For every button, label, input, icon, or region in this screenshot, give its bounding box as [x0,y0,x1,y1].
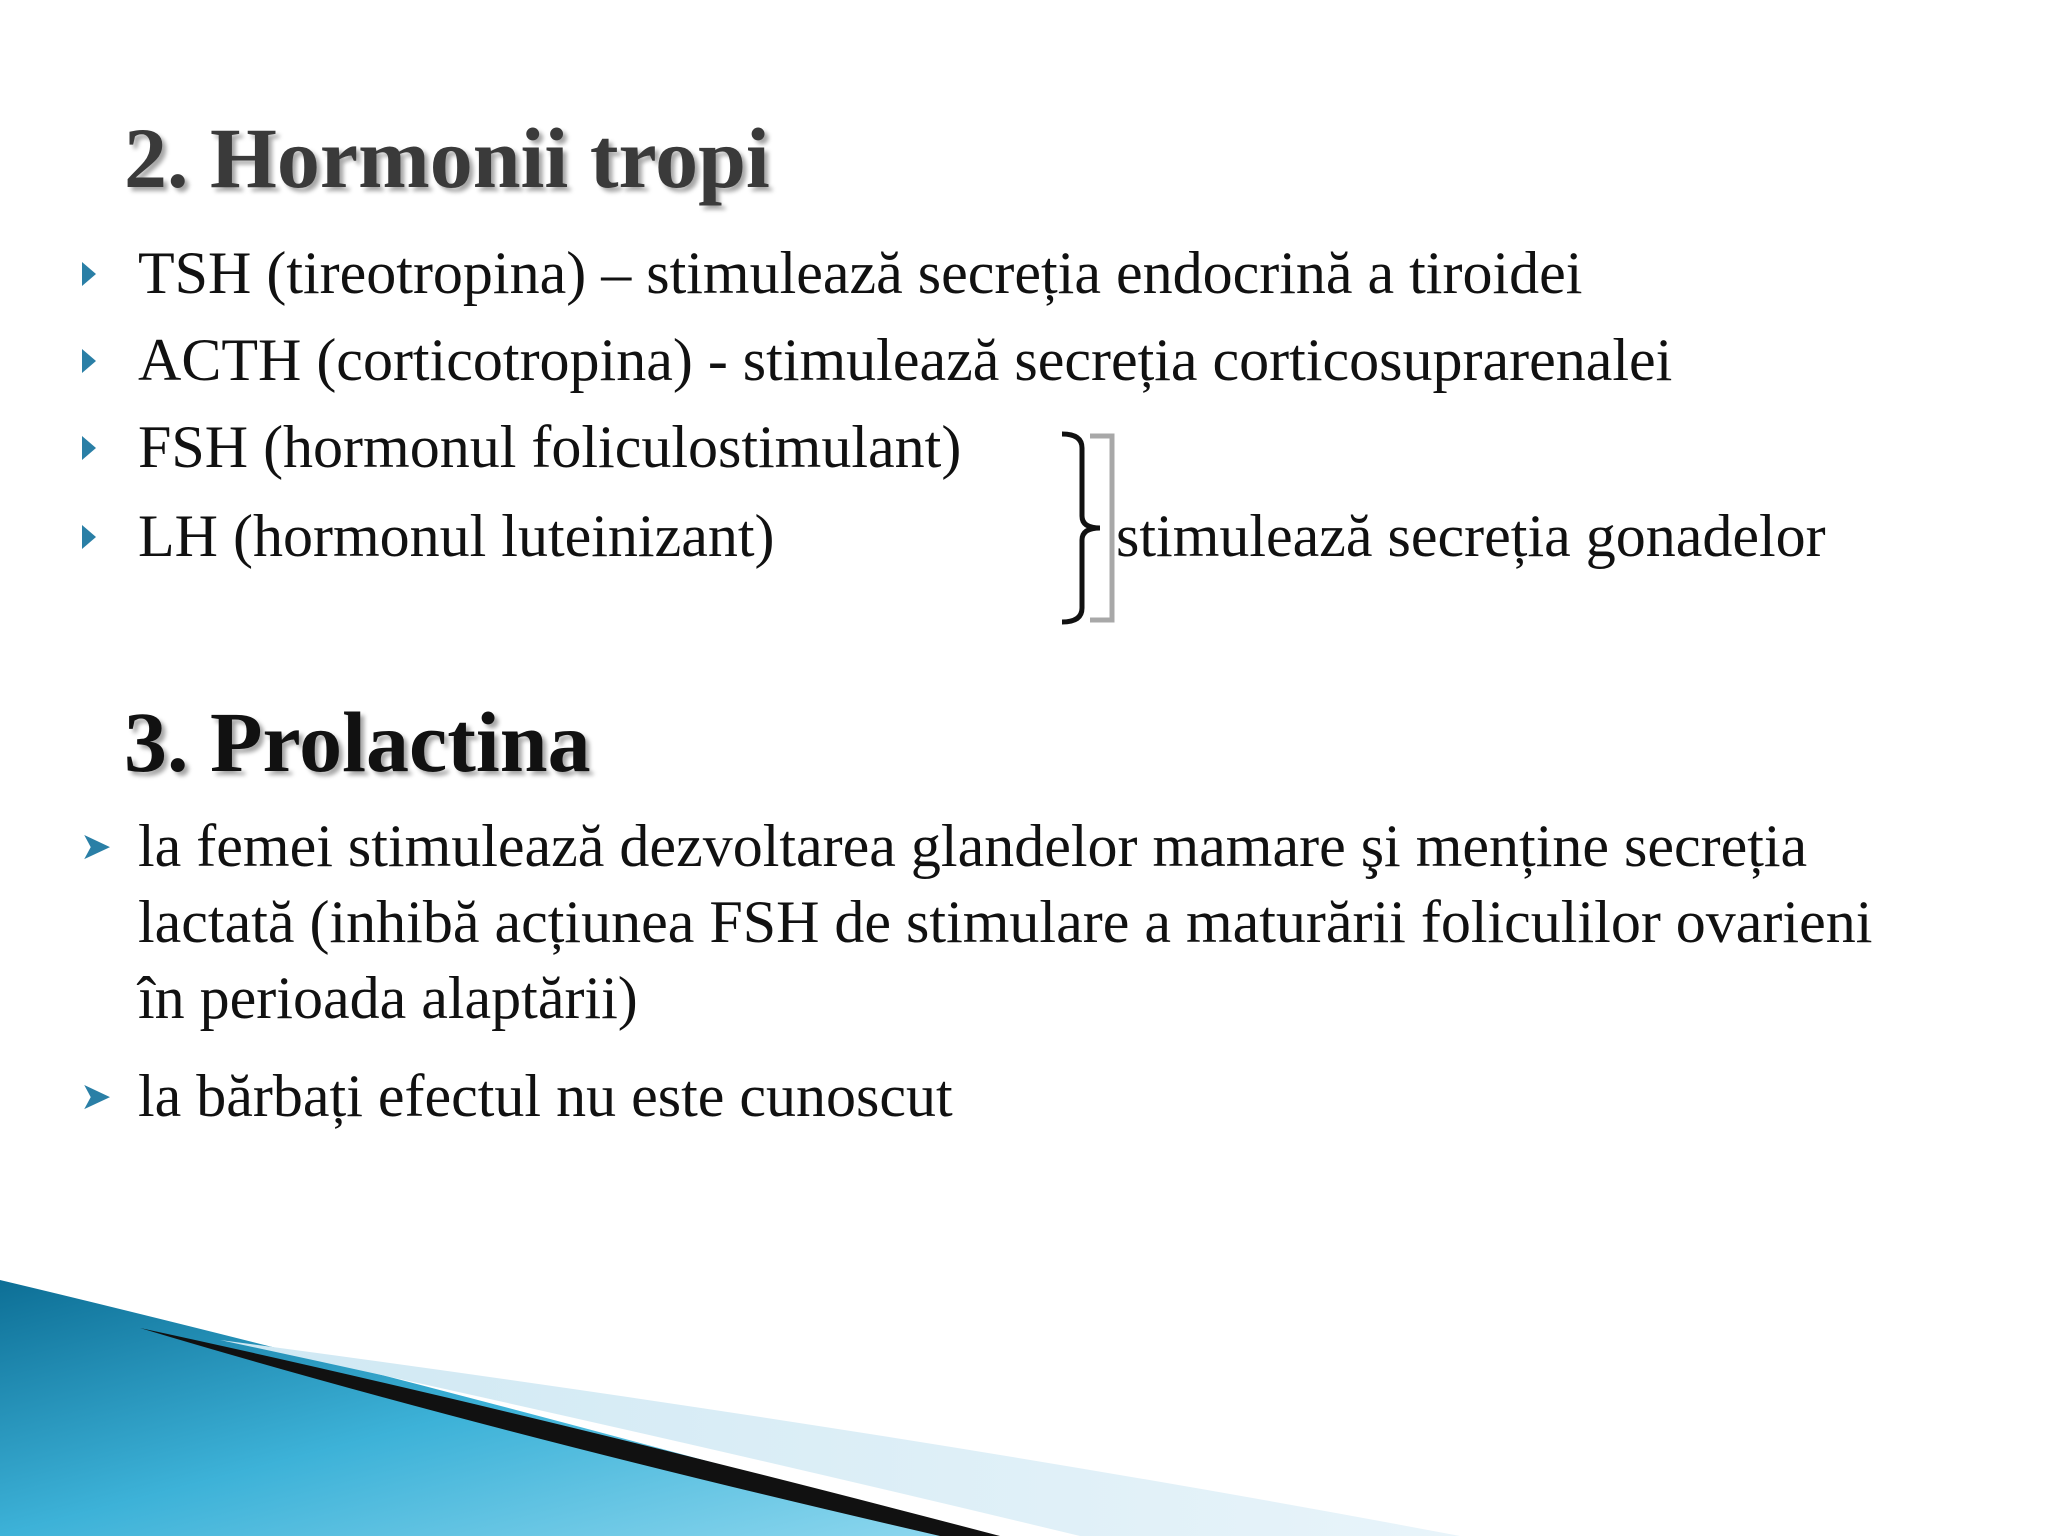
list-item-text: FSH (hormonul foliculostimulant) [138,414,962,480]
list-item-text: ACTH (corticotropina) - stimulează secreția corticosuprarenalei [138,327,1673,393]
chevron-right-icon: ➤ [80,1074,112,1118]
brace-label: stimulează secreția gonadelor [1116,503,1826,569]
section-2-title: 2. Hormonii tropi [124,110,770,206]
list-item-text: la bărbați efectul nu este cunoscut [138,1063,953,1129]
list-item-text: LH (hormonul luteinizant) [138,503,775,569]
chevron-right-icon: ➤ [80,824,112,868]
list-item-text: la femei stimulează dezvoltarea glandelor mamare şi menține secreția lactată (inhibă acțiunea FSH de stimulare a maturării foliculilor ovarieni în perioada alaptării) [138,813,1873,1031]
triangle-right-icon [82,436,96,460]
triangle-right-icon [82,349,96,373]
section-3-title: 3. Prolactina [124,694,591,790]
list-item-text: TSH (tireotropina) – stimulează secreția endocrină a tiroidei [138,240,1583,306]
wave-decoration [0,1260,2048,1536]
triangle-right-icon [82,525,96,549]
curly-brace-icon [1060,428,1120,628]
triangle-right-icon [82,262,96,286]
